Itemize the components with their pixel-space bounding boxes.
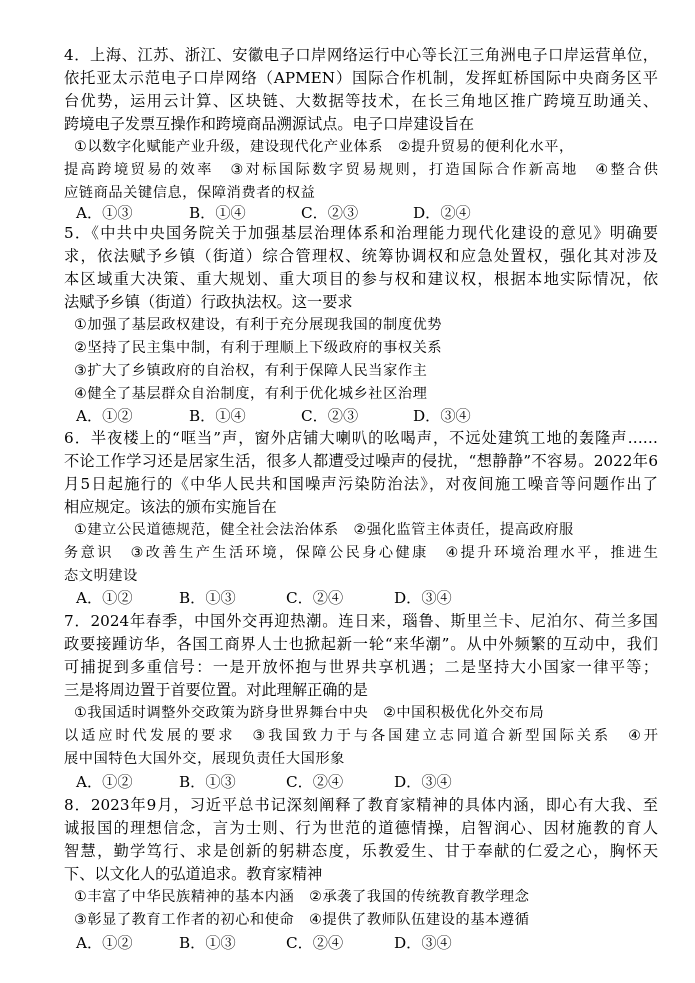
answer-choice-d[interactable]: D．③④ [394, 589, 452, 607]
question-stem-line: 本区域重大决策、重大规划、重大项目的参与权和建议权，根据本地实际情况，依 [64, 270, 658, 288]
answer-choice-d[interactable]: D．②④ [413, 204, 471, 222]
answer-choice-b[interactable]: B．①③ [179, 934, 236, 952]
option-line: 应链商品关键信息，保障消费者的权益 [64, 185, 316, 201]
question-stem-line: 4．上海、江苏、浙江、安徽电子口岸网络运行中心等长江三角洲电子口岸运营单位， [64, 46, 658, 64]
option-line: ③彰显了教育工作者的初心和使命 ④提供了教师队伍建设的基本遵循 [74, 912, 530, 928]
question-stem-line: 政要接踵访华，各国工商界人士也掀起新一轮“来华潮”。从中外频繁的互动中，我们 [64, 635, 658, 653]
answer-choice-a[interactable]: A．①② [76, 934, 133, 952]
option-line: 以适应时代发展的要求 ③我国致力于与各国建立志同道合新型国际关系 ④开 [64, 728, 658, 744]
question-stem-line: 可捕捉到多重信号：一是开放怀抱与世界共享机遇；二是坚持大小国家一律平等； [64, 658, 658, 676]
answer-choice-a[interactable]: A．①③ [76, 204, 133, 222]
answer-choice-c[interactable]: C．②③ [301, 204, 359, 222]
answer-choice-c[interactable]: C．②④ [286, 589, 344, 607]
question-stem-line: 7．2024年春季，中国外交再迎热潮。连日来，瑙鲁、斯里兰卡、尼泊尔、荷兰多国 [64, 612, 658, 630]
question-stem-line: 求，依法赋予乡镇（街道）综合管理权、统筹协调权和应急处置权，强化其对涉及 [64, 247, 658, 265]
answer-choice-c[interactable]: C．②④ [286, 773, 344, 791]
question-stem-line: 相应规定。该法的颁布实施旨在 [64, 498, 277, 516]
question-stem-line: 月5日起施行的《中华人民共和国噪声污染防治法》，对夜间施工噪音等问题作出了 [64, 475, 658, 493]
answer-choice-a[interactable]: A．①② [76, 773, 133, 791]
question-stem-line: 8．2023年9月，习近平总书记深刻阐释了教育家精神的具体内涵，即心有大我、至 [64, 796, 658, 814]
option-line: ②坚持了民主集中制，有利于理顺上下级政府的事权关系 [74, 340, 443, 356]
question-stem-line: 依托亚太示范电子口岸网络（APMEN）国际合作机制，发挥虹桥国际中央商务区平 [64, 69, 658, 87]
answer-choice-b[interactable]: B．①④ [189, 204, 246, 222]
answer-choice-d[interactable]: D．③④ [394, 773, 452, 791]
option-line: ①我国适时调整外交政策为跻身世界舞台中央 ②中国积极优化外交布局 [74, 705, 545, 721]
question-stem-line: 不论工作学习还是居家生活，很多人都遭受过噪声的侵扰，“想静静”不容易。2022年6 [64, 452, 658, 470]
question-stem-line: 台优势，运用云计算、区块链、大数据等技术，在长三角地区推广跨境互助通关、 [64, 92, 658, 110]
option-line: ③扩大了乡镇政府的自治权，有利于保障人民当家作主 [74, 363, 428, 379]
answer-choice-d[interactable]: D．③④ [394, 934, 452, 952]
answer-choice-d[interactable]: D．③④ [413, 407, 471, 425]
question-stem-line: 下、以文化人的弘道追求。教育家精神 [64, 865, 323, 883]
question-stem-line: 5．《中共中央国务院关于加强基层治理体系和治理能力现代化建设的意见》明确要 [64, 224, 658, 242]
question-stem-line: 诚报国的理想信念，言为士则、行为世范的道德情操，启智润心、因材施教的育人 [64, 819, 658, 837]
question-stem-line: 智慧，勤学笃行、求是创新的躬耕态度，乐教爱生、甘于奉献的仁爱之心，胸怀天 [64, 842, 658, 860]
answer-choice-b[interactable]: B．①③ [179, 773, 236, 791]
option-line: 展中国特色大国外交，展现负责任大国形象 [64, 751, 345, 767]
question-stem-line: 6．半夜楼上的“哐当”声，窗外店铺大喇叭的吆喝声，不远处建筑工地的轰隆声…… [64, 429, 658, 447]
answer-choice-a[interactable]: A．①② [76, 407, 133, 425]
question-stem-line: 法赋予乡镇（街道）行政执法权。这一要求 [64, 293, 353, 311]
answer-choice-a[interactable]: A．①② [76, 589, 133, 607]
answer-choice-b[interactable]: B．①④ [189, 407, 246, 425]
option-line: ④健全了基层群众自治制度，有利于优化城乡社区治理 [74, 386, 428, 402]
question-stem-line: 三是将周边置于首要位置。对此理解正确的是 [64, 681, 368, 699]
option-line: ①建立公民道德规范，健全社会法治体系 ②强化监管主体责任，提高政府服 [74, 522, 574, 538]
answer-choice-c[interactable]: C．②③ [301, 407, 359, 425]
option-line: 务意识 ③改善生产生活环境，保障公民身心健康 ④提升环境治理水平，推进生 [64, 545, 658, 561]
option-line: ①丰富了中华民族精神的基本内涵 ②承袭了我国的传统教育教学理念 [74, 889, 530, 905]
option-line: ①加强了基层政权建设，有利于充分展现我国的制度优势 [74, 317, 443, 333]
question-stem-line: 跨境电子发票互操作和跨境商品溯源试点。电子口岸建设旨在 [64, 115, 475, 133]
answer-choice-c[interactable]: C．②④ [286, 934, 344, 952]
option-line: 提高跨境贸易的效率 ③对标国际数字贸易规则，打造国际合作新高地 ④整合供 [64, 162, 658, 178]
option-line: ①以数字化赋能产业升级，建设现代化产业体系 ②提升贸易的便利化水平， [74, 139, 574, 155]
answer-choice-b[interactable]: B．①③ [179, 589, 236, 607]
option-line: 态文明建设 [64, 568, 138, 584]
